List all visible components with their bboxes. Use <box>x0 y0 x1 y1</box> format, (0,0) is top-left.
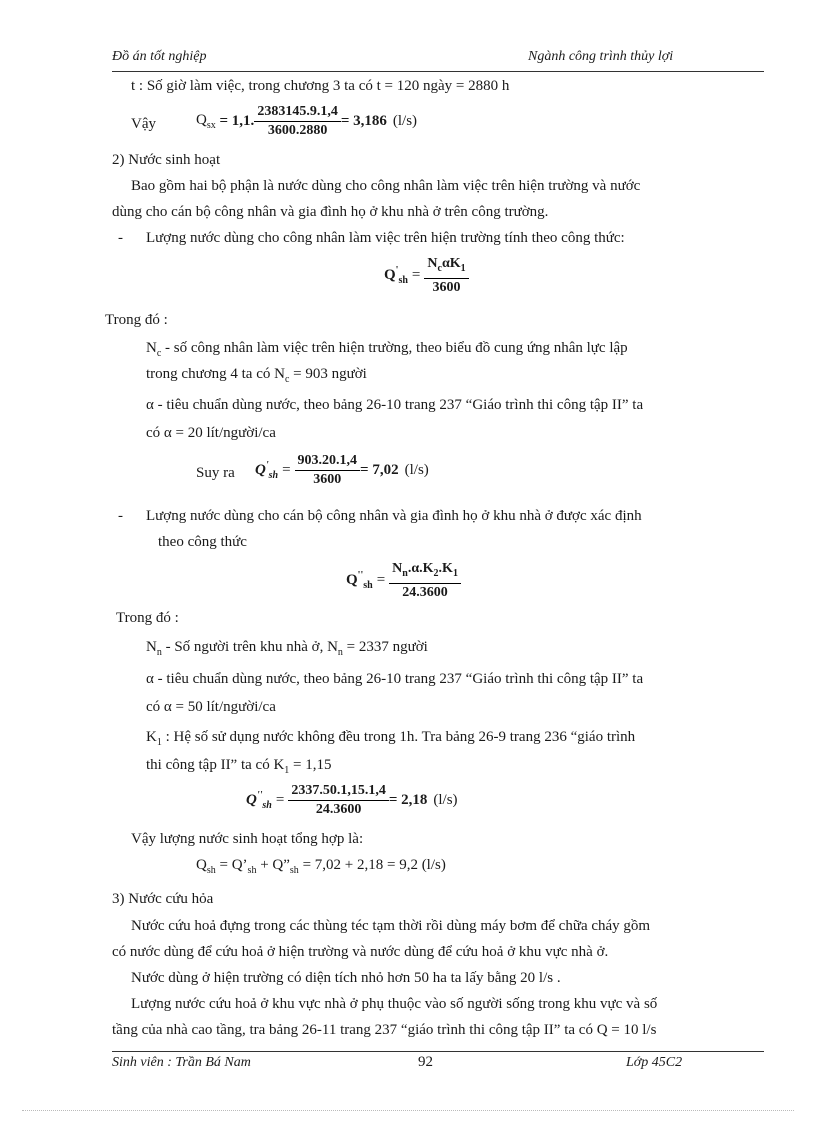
nc-b-text: trong chương 4 ta có N <box>146 366 285 382</box>
f3-num-sub3: 1 <box>452 567 458 579</box>
f2-sub: sh <box>268 470 279 481</box>
t-definition: t : Số giờ làm việc, trong chương 3 ta có t = 120 ngày = 2880 h <box>131 78 510 94</box>
section3-title: 3) Nước cứu hỏa <box>112 891 214 907</box>
header-right: Ngành công trình thủy lợi <box>528 49 674 64</box>
k1-symbol-sub: 1 <box>156 737 162 748</box>
f3-denominator: 24.3600 <box>402 584 448 600</box>
f3-num-sub2: 2 <box>433 567 439 579</box>
f4-lhs: Q <box>246 792 257 808</box>
s3-para2: Nước dùng ở hiện trường có diện tích nhỏ hơn 50 ha ta lấy bằng 20 l/s . <box>131 970 561 986</box>
qsx-denominator: 3600.2880 <box>267 123 328 138</box>
f4-fraction <box>288 783 389 818</box>
qsh-total-rest: = Q’ <box>215 857 248 873</box>
qsx-fraction <box>254 104 341 139</box>
nn-symbol-sub: n <box>156 647 162 658</box>
formula-q-sh-1: $Q'_{sh}$ = $\frac{N_c\alpha K_1}{3600}$ <box>384 256 469 296</box>
s3-para1-line2: có nước dùng để cứu hoả ở hiện trường và nước dùng để cứu hoả ở khu vực nhà ở. <box>112 944 609 960</box>
k1-definition-line1 <box>146 729 635 748</box>
suy-ra-label: Suy ra <box>196 465 235 481</box>
nc-definition-line2 <box>146 366 367 385</box>
f3-lhs: Q <box>346 572 358 589</box>
header-rule <box>112 71 764 72</box>
alpha1-line1: α - tiêu chuẩn dùng nước, theo bảng 26-10 trang 237 “Giáo trình thi công tập II” ta <box>146 397 644 413</box>
nc-symbol-sub: c <box>156 348 162 359</box>
nn-sub2: n <box>337 647 343 658</box>
f2-fraction <box>295 453 361 488</box>
section2-title: 2) Nước sinh hoạt <box>112 152 221 168</box>
qsx-result: = 3,186 <box>340 113 387 129</box>
nn-symbol: N <box>146 639 157 655</box>
s3-para3-line2: tầng của nhà cao tầng, tra bảng 26-11 trang 237 “giáo trình thi công tập II” ta có Q = 10 l/s <box>112 1022 657 1038</box>
vay-label: Vậy <box>131 116 156 132</box>
f1-sub: sh <box>398 275 408 287</box>
bullet2-line2: theo công thức <box>158 534 247 550</box>
bullet-1: - <box>118 230 123 246</box>
nc-b-sub: c <box>284 374 290 385</box>
f1-lhs: Q <box>384 267 396 284</box>
qsx-formula <box>196 104 417 139</box>
page-edge-dots <box>22 1110 794 1111</box>
vay-luong-nuoc: Vậy lượng nước sinh hoạt tổng hợp là: <box>131 831 364 847</box>
f1-denominator: 3600 <box>432 279 461 295</box>
qsh-total <box>196 857 446 876</box>
footer-left: Sinh viên : Trần Bá Nam <box>112 1055 251 1070</box>
f2-lhs: Q <box>255 462 266 478</box>
formula-q-sh-4: $Q''_{sh}$ = $\frac{2337.50.1,15.1,4}{24.3600}$ = 2,18 (l/s) <box>246 783 458 817</box>
formula-q-sh-2: $Q'_{sh}$ = $\frac{903.20.1,4}{3600}$ = 7,02 (l/s) <box>255 453 429 487</box>
qsh-t-rest2: + Q” <box>256 857 290 873</box>
f3-num-rest: .α.K <box>407 561 434 576</box>
f3-fraction <box>389 561 461 601</box>
footer-right: Lớp 45C2 <box>626 1055 683 1070</box>
f1-fraction <box>424 256 468 296</box>
f4-unit: (l/s) <box>433 792 458 808</box>
f4-sub: sh <box>262 800 272 811</box>
f4-denominator: 24.3600 <box>315 802 362 817</box>
f2-denominator: 3600 <box>313 472 342 487</box>
k1-definition-line2 <box>146 757 332 776</box>
f3-num: N <box>392 561 403 576</box>
nn-rest: = 2337 người <box>342 639 428 655</box>
nn-definition <box>146 639 428 658</box>
alpha2-line1: α - tiêu chuẩn dùng nước, theo bảng 26-10 trang 237 “Giáo trình thi công tập II” ta <box>146 671 644 687</box>
nc-b-rest: = 903 người <box>289 366 367 382</box>
f1-num-sub2: 1 <box>460 262 466 274</box>
qsx-eq1: = 1,1. <box>219 113 255 129</box>
qsx-numerator: 2383145.9.1,4 <box>254 104 341 122</box>
qsx-lhs: Q <box>196 112 207 128</box>
nc-text: - số công nhân làm việc trên hiện trường, theo biểu đồ cung ứng nhân lực lập <box>161 340 628 356</box>
qsx-unit: (l/s) <box>392 113 418 129</box>
alpha1-line2: có α = 20 lít/người/ca <box>146 425 276 441</box>
k1-b-sub: 1 <box>284 765 290 776</box>
trong-do-1: Trong đó : <box>105 312 168 328</box>
f4-result: = 2,18 <box>388 792 428 808</box>
f1-num-rest: αK <box>441 256 461 271</box>
bullet-2: - <box>118 508 123 524</box>
formula-q-sh-3: $Q''_{sh}$ = $\frac{N_n.\alpha.K_2.K_1}{24.3600}$ <box>346 561 461 601</box>
nc-symbol: N <box>146 340 157 356</box>
nn-text: - Số người trên khu nhà ở, N <box>161 639 338 655</box>
alpha2-line2: có α = 50 lít/người/ca <box>146 699 276 715</box>
f1-num: N <box>427 256 438 271</box>
k1-symbol: K <box>146 729 157 745</box>
s3-para1-line1: Nước cứu hoả đựng trong các thùng téc tạm thời rồi dùng máy bơm để chữa cháy gồm <box>131 918 651 934</box>
f3-num-rest2: .K <box>438 561 453 576</box>
f3-num-sub: n <box>402 567 408 579</box>
bullet1-text: Lượng nước dùng cho công nhân làm việc trên hiện trường tính theo công thức: <box>146 230 625 246</box>
trong-do-2: Trong đó : <box>116 610 179 626</box>
f2-unit: (l/s) <box>404 462 429 478</box>
k1-text: : Hệ số sử dụng nước không đều trong 1h. Tra bảng 26-9 trang 236 “giáo trình <box>161 729 636 745</box>
qsx-sub: sx <box>206 120 216 131</box>
f2-result: = 7,02 <box>360 462 399 478</box>
qsh-t-rest3: = 7,02 + 2,18 = 9,2 (l/s) <box>298 857 446 873</box>
f1-num-sub: c <box>437 262 442 274</box>
f3-sub: sh <box>363 580 373 592</box>
qsh-total-sub: sh <box>206 865 216 876</box>
page-number: 92 <box>418 1054 433 1070</box>
footer-rule <box>112 1051 764 1052</box>
header-left: Đồ án tốt nghiệp <box>112 49 207 64</box>
qsh-total-symbol: Q <box>196 857 207 873</box>
f2-numerator: 903.20.1,4 <box>295 453 361 471</box>
s2-para1-line2: dùng cho cán bộ công nhân và gia đình họ ở khu nhà ở trên công trường. <box>112 204 549 220</box>
bullet2-line1: Lượng nước dùng cho cán bộ công nhân và gia đình họ ở khu nhà ở được xác định <box>146 508 642 524</box>
k1-b-text: thi công tập II” ta có K <box>146 757 285 773</box>
f4-numerator: 2337.50.1,15.1,4 <box>288 783 389 801</box>
k1-b-rest: = 1,15 <box>289 757 332 773</box>
qsh-t-sub2: sh <box>247 865 257 876</box>
qsh-t-sub3: sh <box>289 865 299 876</box>
nc-definition-line1 <box>146 340 628 359</box>
s2-para1-line1: Bao gồm hai bộ phận là nước dùng cho công nhân làm việc trên hiện trường và nước <box>131 178 641 194</box>
s3-para3-line1: Lượng nước cứu hoả ở khu vực nhà ở phụ thuộc vào số người sống trong khu vực và số <box>131 996 658 1012</box>
